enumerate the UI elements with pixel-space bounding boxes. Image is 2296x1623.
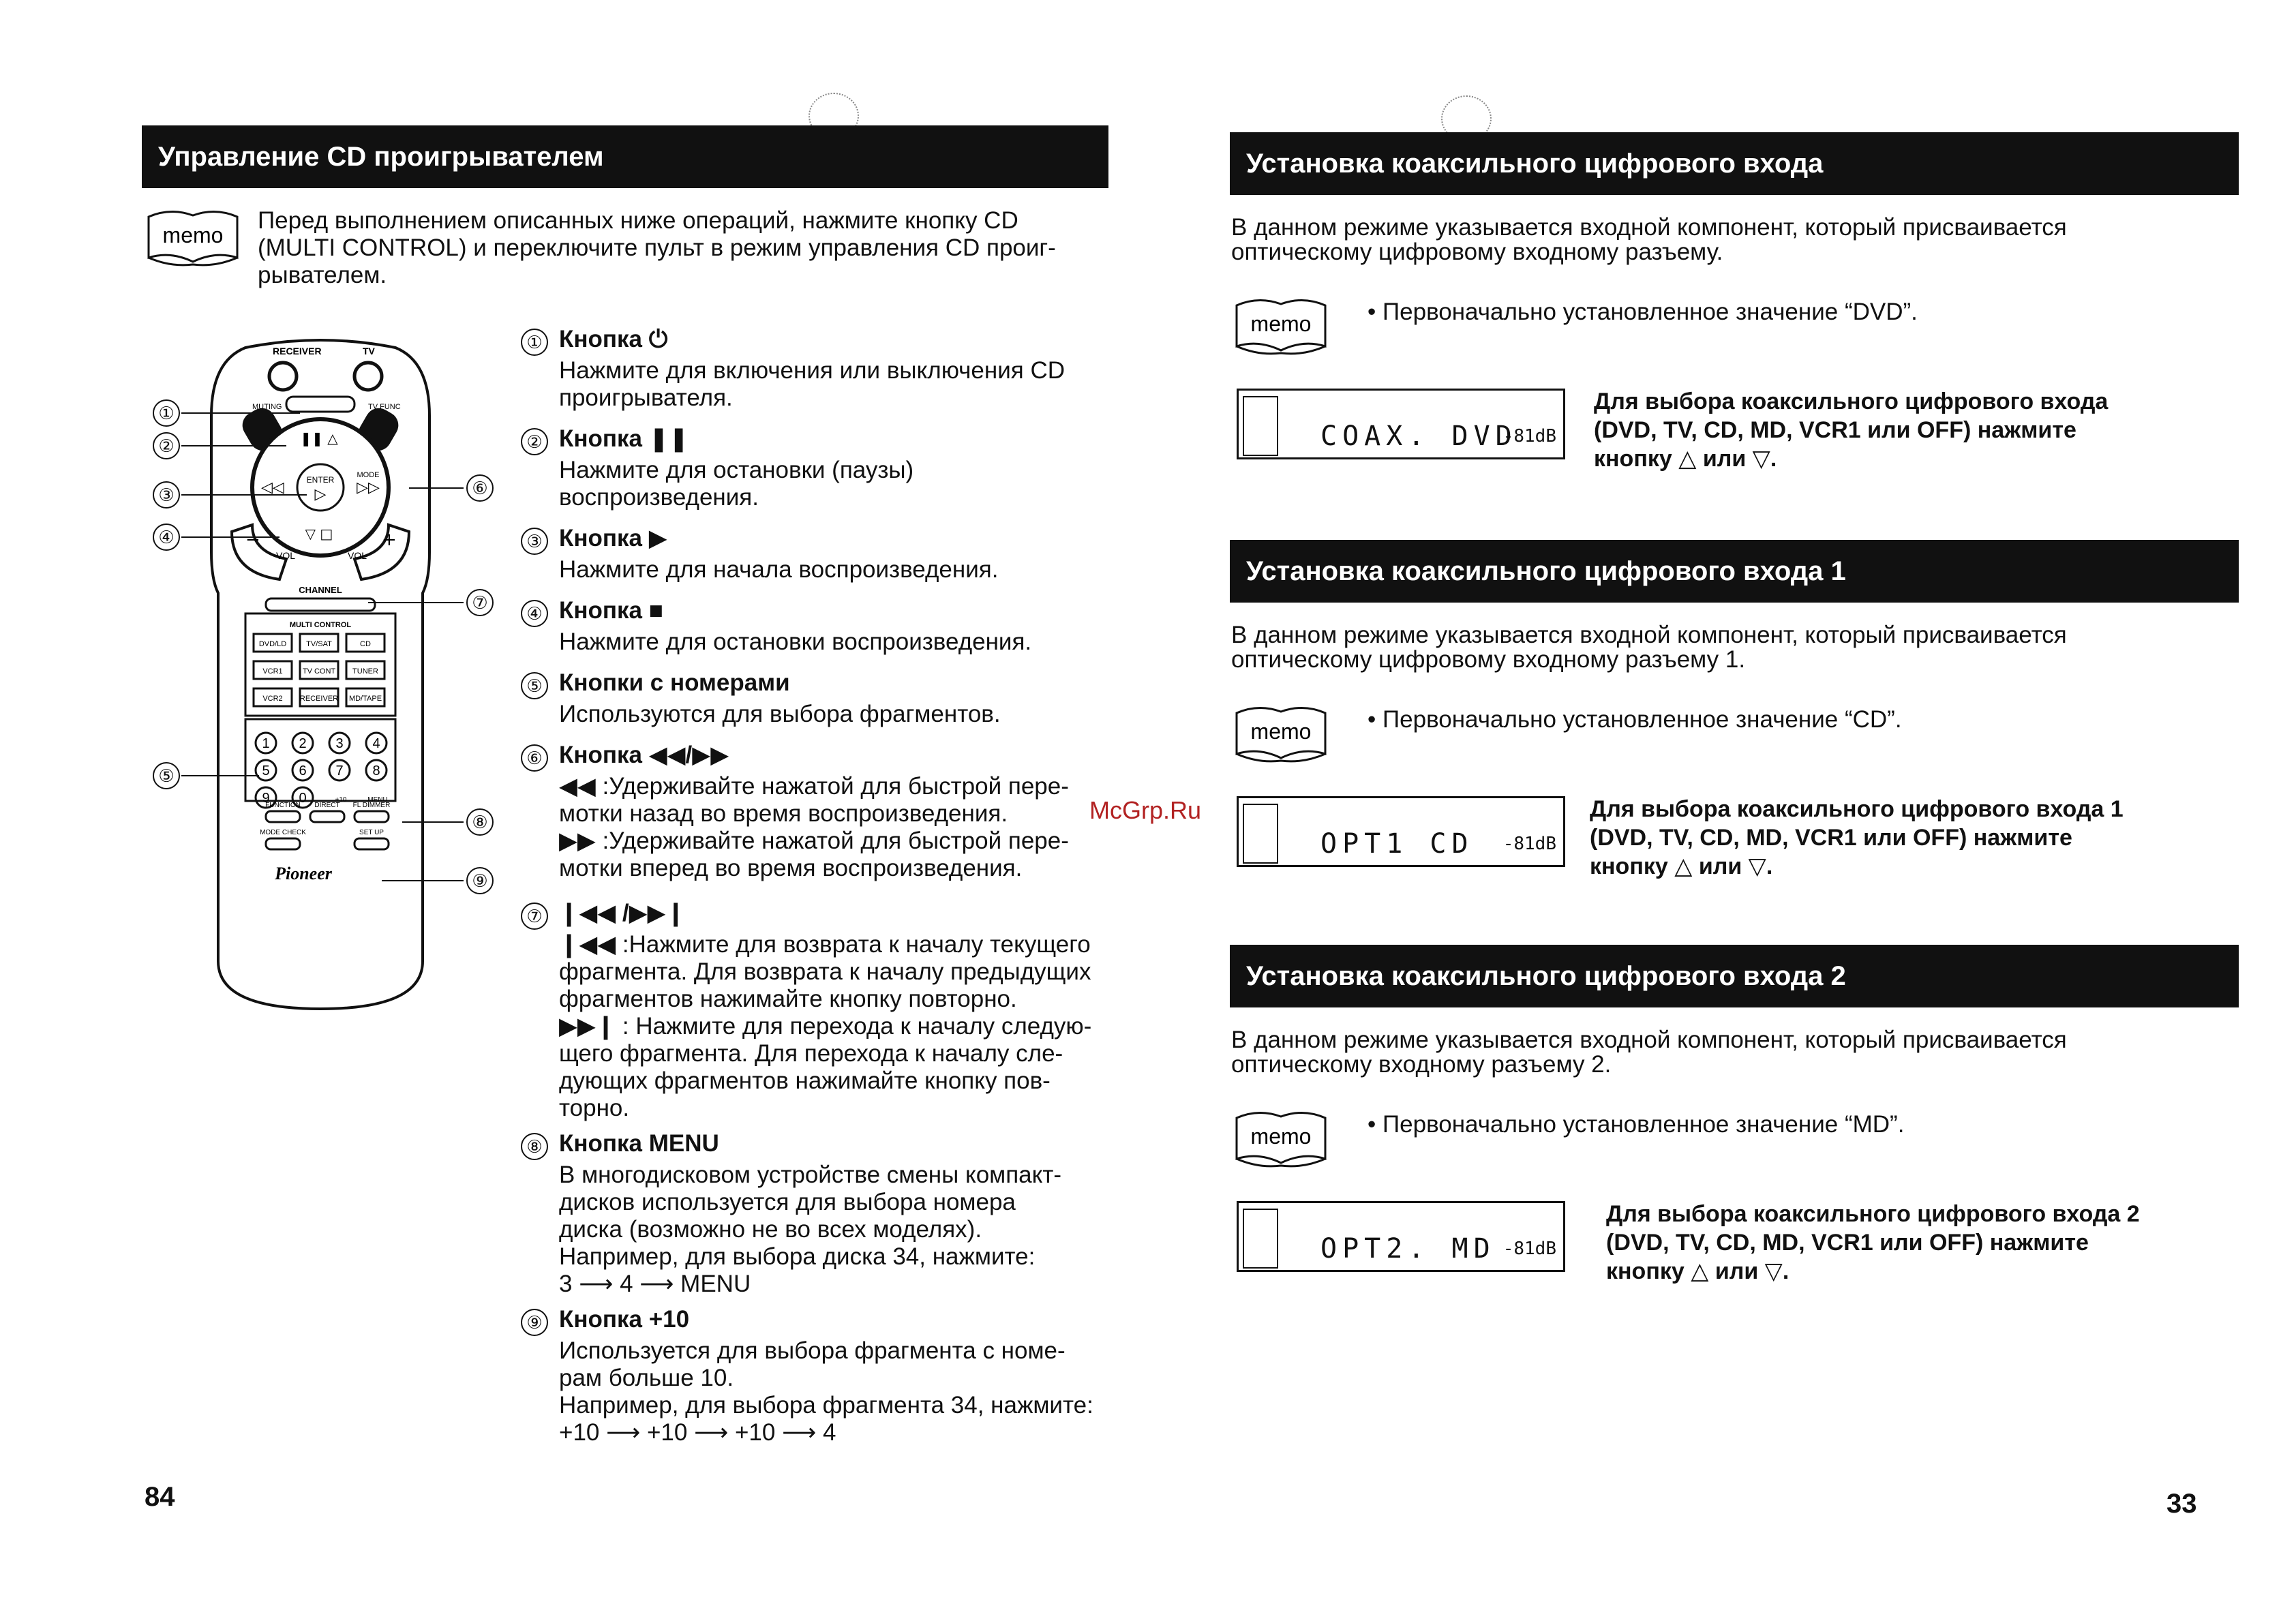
intro-line: оптическому входному разъему 2. [1231,1051,1612,1078]
callout-6: ⑥ [466,474,494,502]
receiver-label: RECEIVER [273,346,322,357]
item-heading: Кнопки с номерами [559,669,790,696]
mode-button-label: TV CONT [302,667,336,676]
lcd-text: OPT2. MD [1320,1233,1496,1264]
lcd-text: COAX. DVD [1320,421,1517,452]
section-title-bar [1230,132,2239,195]
tv-label: TV [363,346,375,357]
callout-2: ② [153,432,180,459]
item-line: ▶▶ :Удерживайте нажатой для быстрой пере- [559,828,1069,854]
callout-lines [177,382,477,900]
mode-button-label: CD [360,640,371,648]
vol-label: VOL [348,550,367,561]
intro-line: рывателем. [258,262,387,288]
digit-label: 0 [299,791,307,806]
memo-label: memo [1250,1124,1312,1149]
instruction-line: (DVD, TV, CD, MD, VCR1 или OFF) нажмите [1594,417,2076,443]
item-line: Нажмите для остановки (паузы) [559,457,914,483]
digit-label: 9 [262,791,270,806]
mode-button-label: MD/TAPE [348,695,382,703]
enter-label: ENTER [306,475,335,485]
page-number-left: 84 [145,1482,175,1512]
memo-default-value: • Первоначально установленное значение “MD”. [1368,1111,1905,1138]
item-number: ⑦ [521,902,548,930]
item-number: ② [521,428,548,455]
instruction-line: Для выбора коаксильного цифрового входа 2 [1606,1201,2140,1227]
menu-label: MENU [367,796,388,804]
instruction-line: кнопку △ или ▽. [1606,1258,1789,1284]
item-line: проигрывателя. [559,384,733,411]
item-number: ① [521,329,548,356]
memo-label: memo [1250,312,1312,336]
instruction-line: Для выбора коаксильного цифрового входа 1 [1590,796,2124,822]
multi-control-label: MULTI CONTROL [289,621,352,629]
item-heading: Кнопка ⏻ [559,326,668,352]
item-number: ⑤ [521,672,548,699]
memo-icon [1233,701,1329,766]
memo-label: memo [162,223,224,247]
intro-line: В данном режиме указывается входной компонент, который присваивается [1231,1027,2067,1053]
instruction-line: кнопку △ или ▽. [1590,853,1773,879]
plus-icon: + [382,530,397,550]
fl-dimmer-label: FL DIMMER [352,802,391,809]
stop-icon: ▽ □ [305,526,333,542]
digit-label: 3 [335,736,344,751]
instruction-text [1590,795,2190,881]
plus10-label: +10 [335,796,347,804]
lcd-indicator-panel [1243,396,1278,456]
section-title-bar [1230,945,2239,1007]
callout-1: ① [153,399,180,427]
mode-button-label: TUNER [352,667,378,676]
item-line: 3 ⟶ 4 ⟶ MENU [559,1271,751,1297]
lcd-indicator-panel [1243,1209,1278,1269]
section-title: Установка коаксильного цифрового входа 2 [1246,960,1846,991]
item-number: ④ [521,600,548,627]
pause-icon: ❚❚ △ [300,430,338,446]
memo-default-value: • Первоначально установленное значение “DVD”. [1368,299,1918,325]
fast-forward-icon: ▷▷ [357,479,380,496]
item-line: диска (возможно не во всех моделях). [559,1216,982,1243]
digit-label: 4 [372,736,380,751]
memo-icon [1233,293,1329,359]
item-line: мотки вперед во время воспроизведения. [559,855,1023,881]
function-label: FUNCTION [265,802,301,809]
direct-label: DIRECT [314,802,340,809]
item-line: Нажмите для остановки воспроизведения. [559,628,1032,655]
minus-icon: − [245,530,260,550]
intro-line: оптическому цифровому входному разъему 1. [1231,646,1746,673]
lcd-display [1237,1201,1565,1272]
callout-7: ⑦ [466,589,494,616]
memo-icon [1233,1106,1329,1171]
instruction-text [1606,1200,2206,1286]
mode-button-label: VCR1 [262,667,283,676]
callout-3: ③ [153,481,180,509]
lcd-indicator-panel [1243,804,1278,864]
section-title: Управление CD проигрывателем [158,141,604,172]
item-heading: Кнопка MENU [559,1130,719,1157]
section-title-bar [1230,540,2239,603]
item-line: +10 ⟶ +10 ⟶ +10 ⟶ 4 [559,1419,836,1446]
memo-default-value: • Первоначально установленное значение “CD”. [1368,706,1902,733]
item-line: дующих фрагментов нажимайте кнопку пов- [559,1067,1051,1094]
mode-button-label: DVD/LD [258,640,287,648]
instruction-line: (DVD, TV, CD, MD, VCR1 или OFF) нажмите [1590,825,2072,851]
vol-label: VOL [276,550,296,561]
intro-line: В данном режиме указывается входной компонент, который присваивается [1231,622,2067,648]
item-line: ▶▶❙ : Нажмите для перехода к началу следую- [559,1013,1092,1040]
mode-button-label: VCR2 [262,695,283,703]
channel-label: CHANNEL [299,585,342,595]
item-line: фрагментов нажимайте кнопку повторно. [559,986,1017,1012]
item-line: торно. [559,1095,630,1121]
mode-button-label: TV/SAT [306,640,332,648]
instruction-line: (DVD, TV, CD, MD, VCR1 или OFF) нажмите [1606,1230,2089,1256]
lcd-text: OPT1 CD [1320,828,1474,860]
item-line: Нажмите для начала воспроизведения. [559,556,999,583]
pioneer-logo: Pioneer [275,864,332,883]
item-line: Нажмите для включения или выключения CD [559,357,1065,384]
item-number: ⑧ [521,1133,548,1160]
item-line: ❙◀◀ :Нажмите для возврата к началу текущего [559,931,1091,958]
lcd-display [1237,389,1565,459]
callout-5: ⑤ [153,762,180,789]
mode-button-label: RECEIVER [299,695,339,703]
section-title: Установка коаксильного цифрового входа [1246,148,1824,179]
item-number: ⑨ [521,1309,548,1336]
intro-line: оптическому цифровому входному разъему. [1231,239,1723,265]
mode-label: MODE [357,471,380,479]
item-heading: Кнопка ◀◀/▶▶ [559,742,729,768]
intro-line: Перед выполнением описанных ниже операций, нажмите кнопку CD [258,207,1018,234]
item-line: ◀◀ :Удерживайте нажатой для быстрой пере- [559,773,1069,800]
item-heading: Кнопка ❚❚ [559,425,689,452]
instruction-text [1594,387,2194,473]
right-page [1089,0,2296,1623]
item-line: Например, для выбора фрагмента 34, нажмите: [559,1392,1093,1419]
callout-9: ⑨ [466,867,494,894]
lcd-level: -81dB [1502,834,1556,854]
intro-line: В данном режиме указывается входной компонент, который присваивается [1231,214,2067,241]
section-title-bar [142,125,1108,188]
mode-check-label: MODE CHECK [260,829,306,836]
lcd-display [1237,796,1565,867]
page-number-right: 33 [2166,1489,2197,1519]
item-heading: Кнопка +10 [559,1306,690,1333]
digit-label: 8 [372,763,380,778]
item-line: дисков используется для выбора номера [559,1189,1016,1215]
item-line: рам больше 10. [559,1365,734,1391]
item-line: Используется для выбора фрагмента с номе- [559,1337,1066,1364]
item-line: фрагмента. Для возврата к началу предыдущих [559,958,1091,985]
digit-label: 7 [335,763,344,778]
item-heading: Кнопка ■ [559,597,663,624]
watermark: McGrp.Ru [1089,796,1202,824]
item-heading: Кнопка ▶ [559,525,667,551]
memo-label: memo [1250,719,1312,744]
section-title: Установка коаксильного цифрового входа 1 [1246,556,1846,586]
play-icon: ▷ [314,486,327,503]
intro-text [258,207,1117,289]
muting-label: MUTING [252,403,282,411]
setup-label: SET UP [359,829,384,836]
item-line: Например, для выбора диска 34, нажмите: [559,1243,1036,1270]
lcd-level: -81dB [1502,1239,1556,1259]
intro-line: (MULTI CONTROL) и переключите пульт в режим управления CD проиг- [258,234,1056,261]
callout-4: ④ [153,524,180,551]
instruction-line: кнопку △ или ▽. [1594,446,1777,472]
item-line: воспроизведения. [559,484,759,511]
item-heading: ❙◀◀ /▶▶❙ [559,900,686,926]
item-line: В многодисковом устройстве смены компакт- [559,1162,1062,1188]
tv-func-label: TV FUNC [368,403,401,411]
item-line: щего фрагмента. Для перехода к началу сле- [559,1040,1063,1067]
digit-label: 2 [299,736,307,751]
memo-icon [145,204,241,270]
instruction-line: Для выбора коаксильного цифрового входа [1594,389,2109,414]
item-line: мотки назад во время воспроизведения. [559,800,1008,827]
digit-label: 5 [262,763,270,778]
lcd-level: -81dB [1502,426,1556,446]
rewind-icon: ◁◁ [261,479,284,496]
digit-label: 1 [262,736,270,751]
callout-8: ⑧ [466,808,494,836]
item-number: ⑥ [521,744,548,772]
item-line: Используются для выбора фрагментов. [559,701,1001,727]
item-number: ③ [521,528,548,555]
digit-label: 6 [299,763,307,778]
